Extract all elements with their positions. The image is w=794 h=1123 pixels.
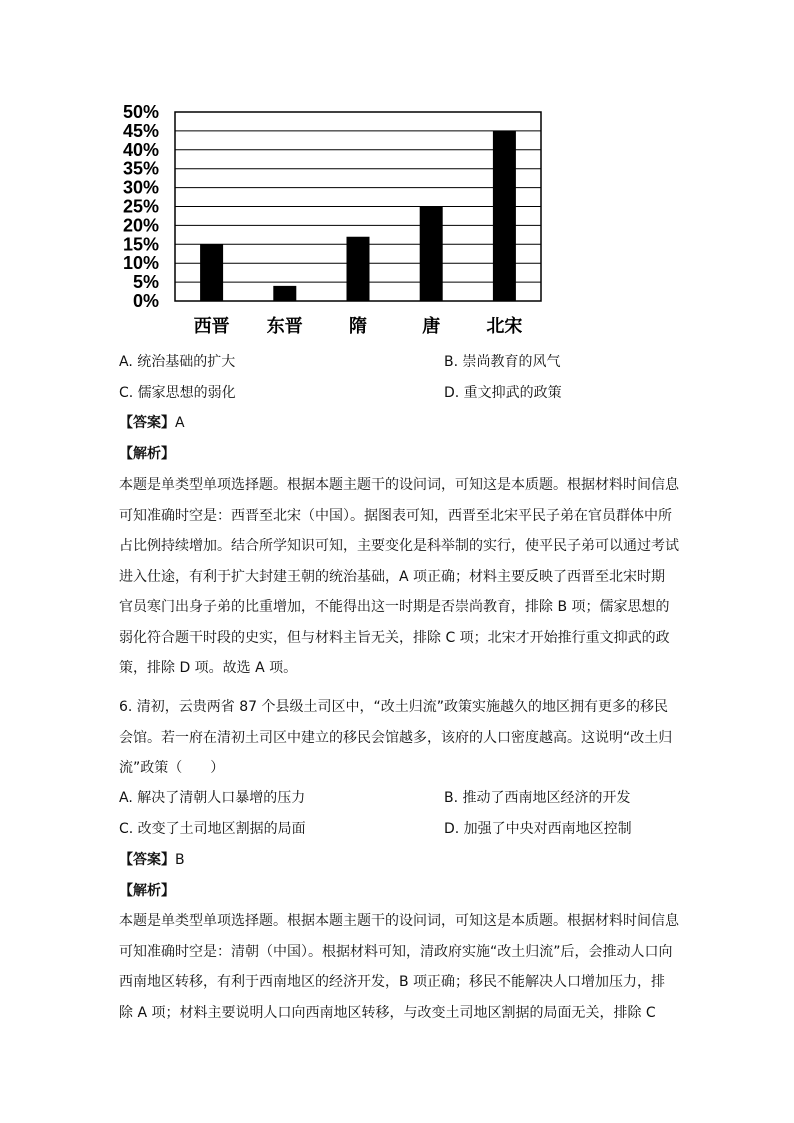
- y-tick-label: 0%: [132, 291, 159, 311]
- q5-option-b: B. 崇尚教育的风气: [444, 354, 561, 370]
- chart-y-axis: [123, 102, 159, 311]
- answer-label: 【答案】: [119, 415, 175, 431]
- y-tick-label: 5%: [132, 272, 159, 293]
- y-tick-label: 25%: [122, 196, 159, 217]
- bar-3: [347, 237, 370, 301]
- bar-5: [493, 131, 516, 301]
- y-tick-label: 30%: [122, 177, 159, 198]
- x-tick-label: 唐: [422, 316, 441, 337]
- q5-option-a: A. 统治基础的扩大: [119, 354, 236, 370]
- x-tick-label: 北宋: [486, 316, 523, 337]
- q5-analysis-label: 【解析】: [119, 446, 175, 462]
- bar-1: [200, 244, 223, 301]
- q6-option-d: D. 加强了中央对西南地区控制: [444, 821, 632, 837]
- answer-value: A: [175, 415, 185, 431]
- q5-option-c: C. 儒家思想的弱化: [119, 385, 236, 401]
- y-tick-label: 35%: [122, 158, 159, 179]
- q5-analysis-text: 本题是单类型单项选择题。根据本题主题干的设问词，可知这是本质题。根据材料时间信息可知准确时空是：西晋至北宋（中国）。据图表可知，西晋至北宋平民子弟在官员群体中所占比例持续增加。结合所学知识可知，主要变化是科举制的实行，使平民子弟可以通过考试进入仕途，有利于扩大封建王朝的统治基础，A 项正确；材料主要反映了西晋至北宋时期官员寒门出身子弟的比重增加，不能得出这一时期是否崇尚教育，排除 B 项；儒家思想的弱化符合题干时段的史实，但与材料主旨无关，排除 C 项；北宋才开始推行重文抑武的政策，排除 D 项。故选 A 项。: [119, 477, 679, 676]
- y-tick-label: 45%: [122, 120, 159, 141]
- y-tick-label: 10%: [122, 253, 159, 274]
- q6-option-c: C. 改变了土司地区割据的局面: [119, 821, 306, 837]
- answer-label: 【答案】: [119, 852, 175, 868]
- q6-stem: 6. 清初，云贵两省 87 个县级土司区中，“改土归流”政策实施越久的地区拥有更多的移民会馆。若一府在清初土司区中建立的移民会馆越多，该府的人口密度越高。这说明“改土归流”政策（ ）: [119, 699, 673, 776]
- answer-value: B: [175, 852, 185, 868]
- x-tick-label: 东晋: [266, 316, 303, 337]
- x-tick-label: 隋: [349, 316, 367, 337]
- q5-option-d: D. 重文抑武的政策: [444, 385, 562, 401]
- q6-option-a: A. 解决了清朝人口暴增的压力: [119, 790, 306, 806]
- chart-bars: [200, 131, 516, 301]
- q6-analysis-label: 【解析】: [119, 883, 175, 899]
- q5-answer: [119, 413, 185, 433]
- q6-option-b: B. 推动了西南地区经济的开发: [444, 790, 631, 806]
- y-tick-label: 40%: [122, 139, 159, 160]
- bar-2: [273, 286, 296, 301]
- q6-analysis-text: 本题是单类型单项选择题。根据本题主题干的设问词，可知这是本质题。根据材料时间信息可知准确时空是：清朝（中国）。根据材料可知，清政府实施“改土归流”后，会推动人口向西南地区转移，有利于西南地区的经济开发，B 项正确；移民不能解决人口增加压力，排除 A 项；材料主要说明人口向西南地区转移，与改变土司地区割据的局面无关，排除 C: [119, 913, 679, 1021]
- bar-4: [420, 207, 443, 302]
- chart-x-axis: [194, 315, 523, 337]
- y-tick-label: 50%: [122, 102, 159, 122]
- x-tick-label: 西晋: [193, 316, 230, 337]
- bar-chart: [110, 98, 560, 343]
- q6-answer: [119, 850, 185, 870]
- y-tick-label: 20%: [122, 215, 159, 236]
- y-tick-label: 15%: [122, 234, 159, 255]
